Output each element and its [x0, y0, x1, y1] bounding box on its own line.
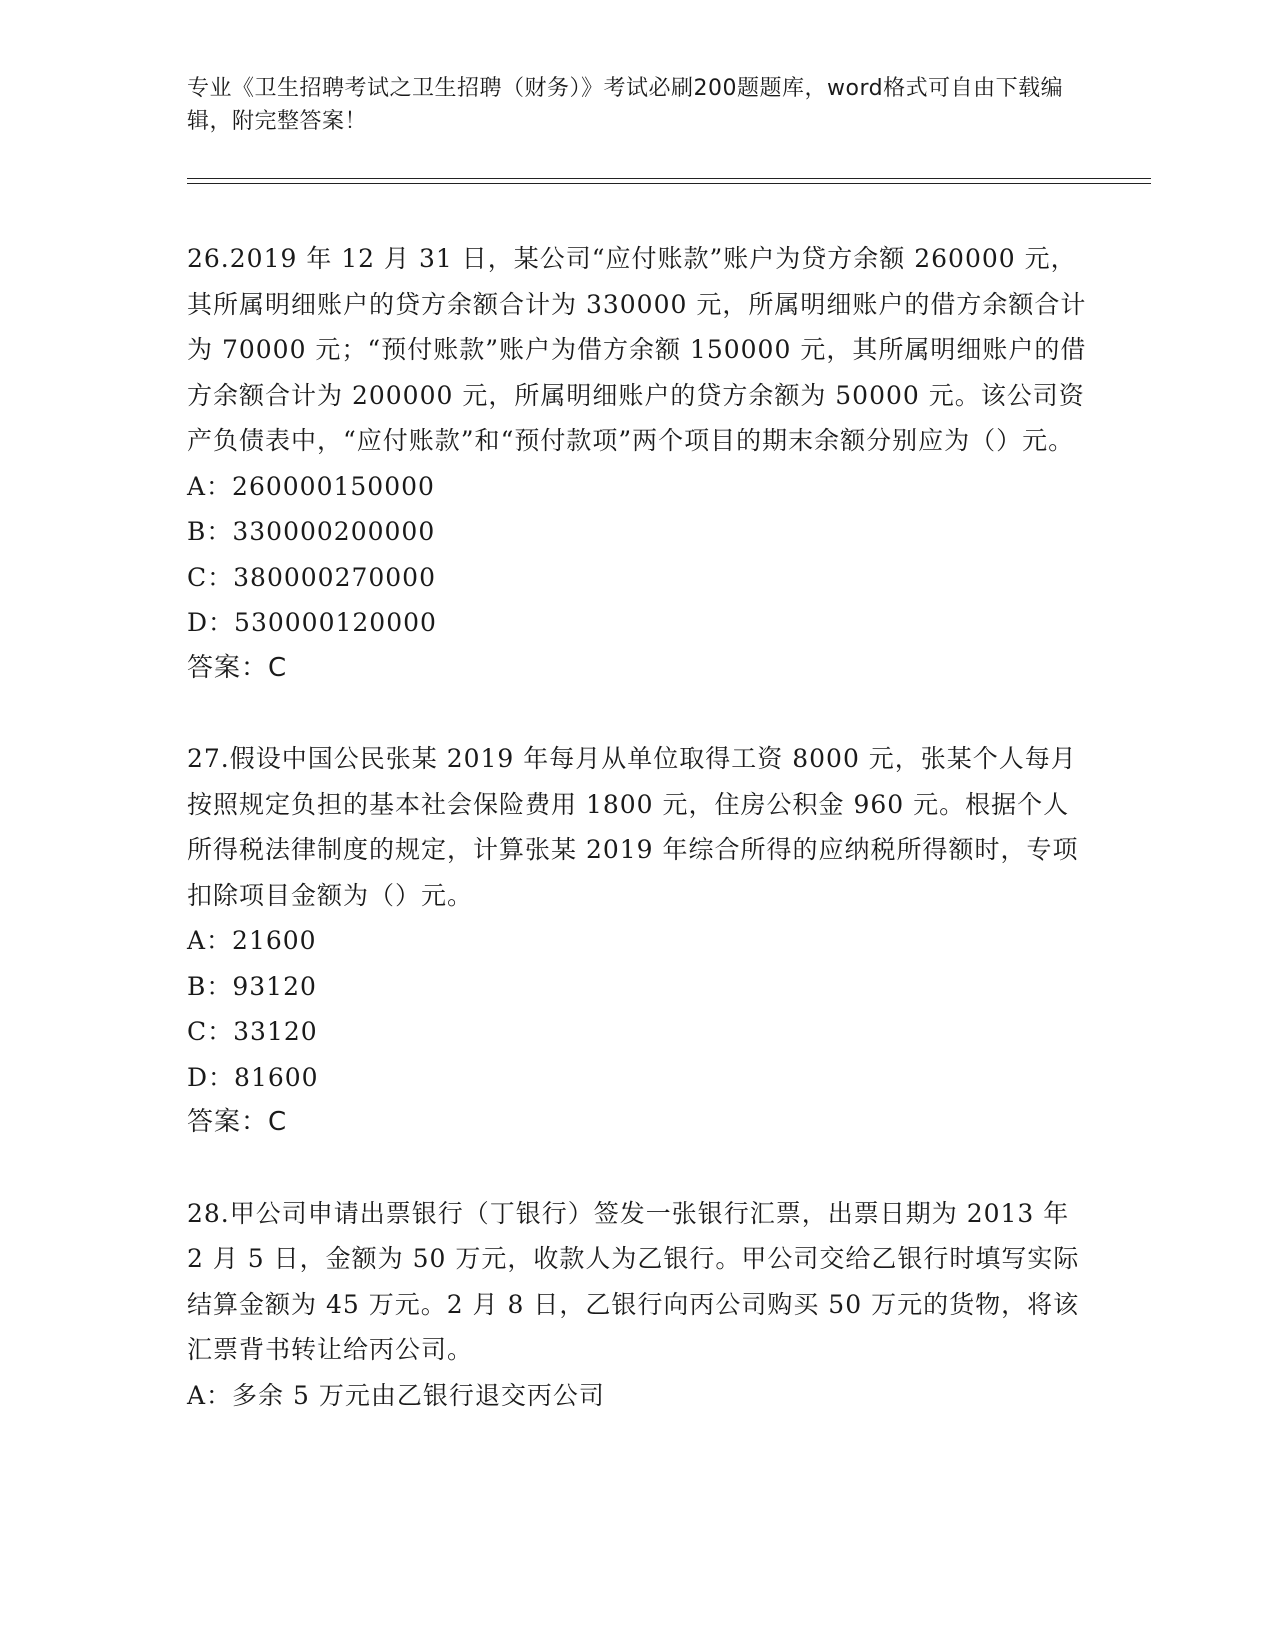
- option-b: B：93120: [187, 971, 317, 1001]
- page-header: 专业《卫生招聘考试之卫生招聘（财务）》考试必刷200题题库，word格式可自由下载编辑，附完整答案！: [187, 76, 1064, 134]
- question-stem: 26.2019 年 12 月 31 日，某公司“应付账款”账户为贷方余额 260000 元，其所属明细账户的贷方余额合计为 330000 元，所属明细账户的借方余额合计为 70000 元；“预付账款”账户为借方余额 150000 元，其所属明细账户的借方余额合计为 200000 元，所属明细账户的贷方余额为 50000 元。该公司资产负债表中，“应付账款”和“预付款项”两个项目的期末余额分别应为（）元。: [187, 244, 1087, 455]
- header-divider-line: [187, 183, 1151, 184]
- option-d: D：530000120000: [187, 608, 437, 637]
- question-stem: 28.甲公司申请出票银行（丁银行）签发一张银行汇票，出票日期为 2013 年 2 月 5 日，金额为 50 万元，收款人为乙银行。甲公司交给乙银行时填写实际结算金额为 45 万元。2 月 8 日，乙银行向丙公司购买 50 万元的货物，将该汇票背书转让给丙公司。: [187, 1198, 1080, 1364]
- option-c: C：380000270000: [187, 562, 436, 592]
- header-divider-line: [187, 178, 1151, 179]
- option-b: B：330000200000: [187, 517, 436, 546]
- option-a: A：21600: [187, 926, 317, 955]
- answer-line: 答案：C: [187, 1107, 288, 1137]
- option-a: A：多余 5 万元由乙银行退交丙公司: [187, 1380, 605, 1410]
- option-a: A：260000150000: [187, 471, 435, 501]
- answer-line: 答案：C: [187, 652, 288, 683]
- question-26: [187, 236, 1087, 691]
- question-list: [187, 236, 1087, 1463]
- option-c: C：33120: [187, 1017, 318, 1046]
- question-27: [187, 736, 1087, 1146]
- question-28: [187, 1191, 1087, 1419]
- question-stem: 27.假设中国公民张某 2019 年每月从单位取得工资 8000 元，张某个人每月按照规定负担的基本社会保险费用 1800 元，住房公积金 960 元。根据个人所得税法律制度的规定，计算张某 2019 年综合所得的应纳税所得额时，专项扣除项目金额为（）元。: [187, 744, 1079, 910]
- option-d: D：81600: [187, 1062, 319, 1092]
